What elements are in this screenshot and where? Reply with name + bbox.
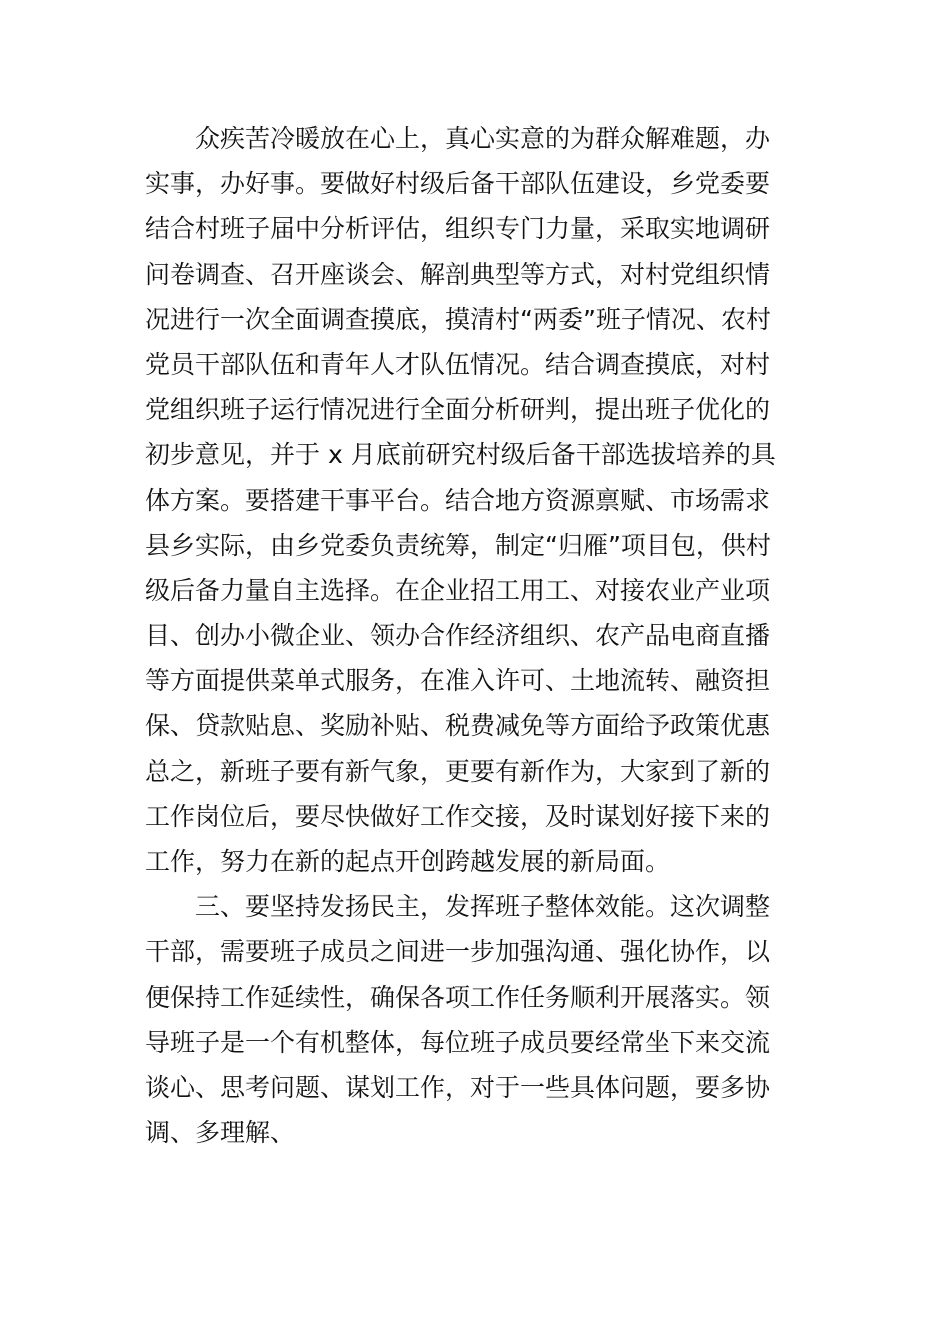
text-line: 目、创办小微企业、领办合作经济组织、农产品电商直播 [145, 621, 771, 651]
text-line: 县乡实际，由乡党委负责统筹，制定“归雁”项目包，供村 [145, 530, 771, 560]
text-line: 结合村班子届中分析评估，组织专门力量，采取实地调研 [145, 214, 771, 244]
text-line: 级后备力量自主选择。在企业招工用工、对接农业产业项 [145, 575, 771, 605]
text-line: 党组织班子运行情况进行全面分析研判，提出班子优化的 [145, 395, 771, 425]
text-line: 初步意见，并于 x 月底前研究村级后备干部选拔培养的具 [145, 440, 776, 470]
text-line: 等方面提供菜单式服务，在准入许可、土地流转、融资担 [145, 666, 771, 696]
text-line: 保、贷款贴息、奖励补贴、税费减免等方面给予政策优惠 [145, 711, 771, 741]
text-line: 便保持工作延续性，确保各项工作任务顺利开展落实。领 [145, 982, 771, 1012]
text-line: 体方案。要搭建干事平台。结合地方资源禀赋、市场需求 [145, 485, 771, 515]
text-line: 导班子是一个有机整体，每位班子成员要经常坐下来交流 [145, 1027, 771, 1057]
text-line: 工作岗位后，要尽快做好工作交接，及时谋划好接下来的 [145, 801, 771, 831]
text-line: 总之，新班子要有新气象，更要有新作为，大家到了新的 [145, 756, 771, 786]
text-line: 况进行一次全面调查摸底，摸清村“两委”班子情况、农村 [145, 304, 771, 334]
text-line: 谈心、思考问题、谋划工作，对于一些具体问题，要多协 [145, 1072, 771, 1102]
section-heading-line: 三、要坚持发扬民主，发挥班子整体效能。这次调整 [195, 892, 771, 922]
text-line: 干部，需要班子成员之间进一步加强沟通、强化协作，以 [145, 937, 771, 967]
text-line: 工作，努力在新的起点开创跨越发展的新局面。 [145, 847, 671, 876]
text-line: 党员干部队伍和青年人才队伍情况。结合调查摸底，对村 [145, 349, 771, 379]
text-line: 问卷调查、召开座谈会、解剖典型等方式，对村党组织情 [145, 259, 771, 289]
text-line: 实事，办好事。要做好村级后备干部队伍建设，乡党委要 [145, 169, 771, 199]
text-line: 调、多理解、 [145, 1118, 296, 1148]
text-line: 众疾苦冷暖放在心上，真心实意的为群众解难题，办 [195, 124, 771, 153]
body-text [145, 116, 815, 1155]
